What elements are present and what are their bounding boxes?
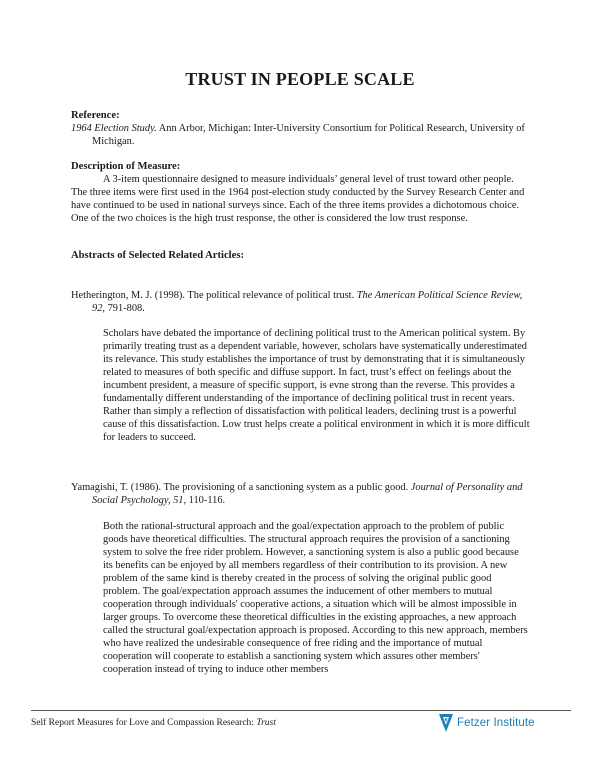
footer-text [31,717,276,729]
fetzer-logo-icon [438,713,454,733]
footer-text-italic: Trust [256,718,276,728]
footer-text-main: Self Report Measures for Love and Compassion Research: [31,718,257,728]
article-abstract-1: Scholars have debated the importance of declining political trust to the American political system. By primarily treating trust as a dependent variable, however, scholars have systematically underestimated its relevance. This study establishes the importance of trust by demonstrating that it is simultaneously related to measures of both specific and diffuse support. In fact, trust’s effect on feelings about the incumbent president, a measure of specific support, is evne strong than the reverse. This provides a fundamentally different understanding of the importance of declining political trust in recent years. Rather than simply a reflection of dissatisfaction with political leaders, declining trust is a powerful cause of this dissatisfaction. Low trust helps create a political environment in which it is more difficult for leaders to succeed. [103,328,530,443]
citation-1-start: Hetherington, M. J. (1998). The political relevance of political trust. [71,290,357,301]
description-heading: Description of Measure: [71,161,181,172]
reference-source-rest: Ann Arbor, Michigan: Inter-University Consortium for Political Research, University of Michigan. [92,123,525,147]
page-title: TRUST IN PEOPLE SCALE [185,69,415,89]
citation-1-journal: The American Political Science Review, 92 [92,290,523,314]
citation-2-start: Yamagishi, T. (1986). The provisioning of a sanctioning system as a public good. [71,482,411,493]
article-abstract-2: Both the rational-structural approach and the goal/expectation approach to the problem of public goods have theoretical difficulties. The structural approach requires the provision of a sanctioning system to solve the free rider problem. However, a sanctioning system is also a public good because its benefits can be enjoyed by all members regardless of their contribution to its provision. A new problem of the same kind is thereby created in the process of solving the original public good problem. The goal/expectation approach assumes the inducement of other members to mutual cooperation through individuals' cooperative actions, a situation which will be almost impossible in larger groups. To overcome these theoretical difficulties in the existing approaches, a new approach called the structural goal/expectation approach is proposed. According to this new approach, members who have realized the undesirable consequence of free riding and the importance of mutual cooperation will cooperate to establish a sanctioning system which assures other members' cooperation instead of trying to induce other members [103,521,528,675]
article-citation-1 [71,289,531,315]
citation-1-end: , 791-808. [102,303,145,314]
description-text: A 3-item questionnaire designed to measure individuals’ general level of trust toward other people. The three items were first used in the 1964 post-election study conducted by the Survey Research Center and have continued to be used in national surveys since. Each of the three items provides a dichotomous choice. One of the two choices is the high trust response, the other is considered the low trust response. [71,174,525,224]
reference-source-title: 1964 Election Study. [71,123,157,134]
footer-divider [31,710,571,711]
reference-citation [71,122,531,148]
description-section [71,160,531,225]
reference-heading: Reference: [71,110,120,121]
reference-section [71,109,531,148]
fetzer-logo-text: Fetzer Institute [457,716,535,729]
citation-2-end: , 110-116. [183,495,226,506]
fetzer-logo [438,712,535,734]
abstracts-heading: Abstracts of Selected Related Articles: [71,250,244,261]
citation-2-journal: Journal of Personality and Social Psychology, 51 [92,482,523,506]
article-citation-2 [71,481,531,507]
